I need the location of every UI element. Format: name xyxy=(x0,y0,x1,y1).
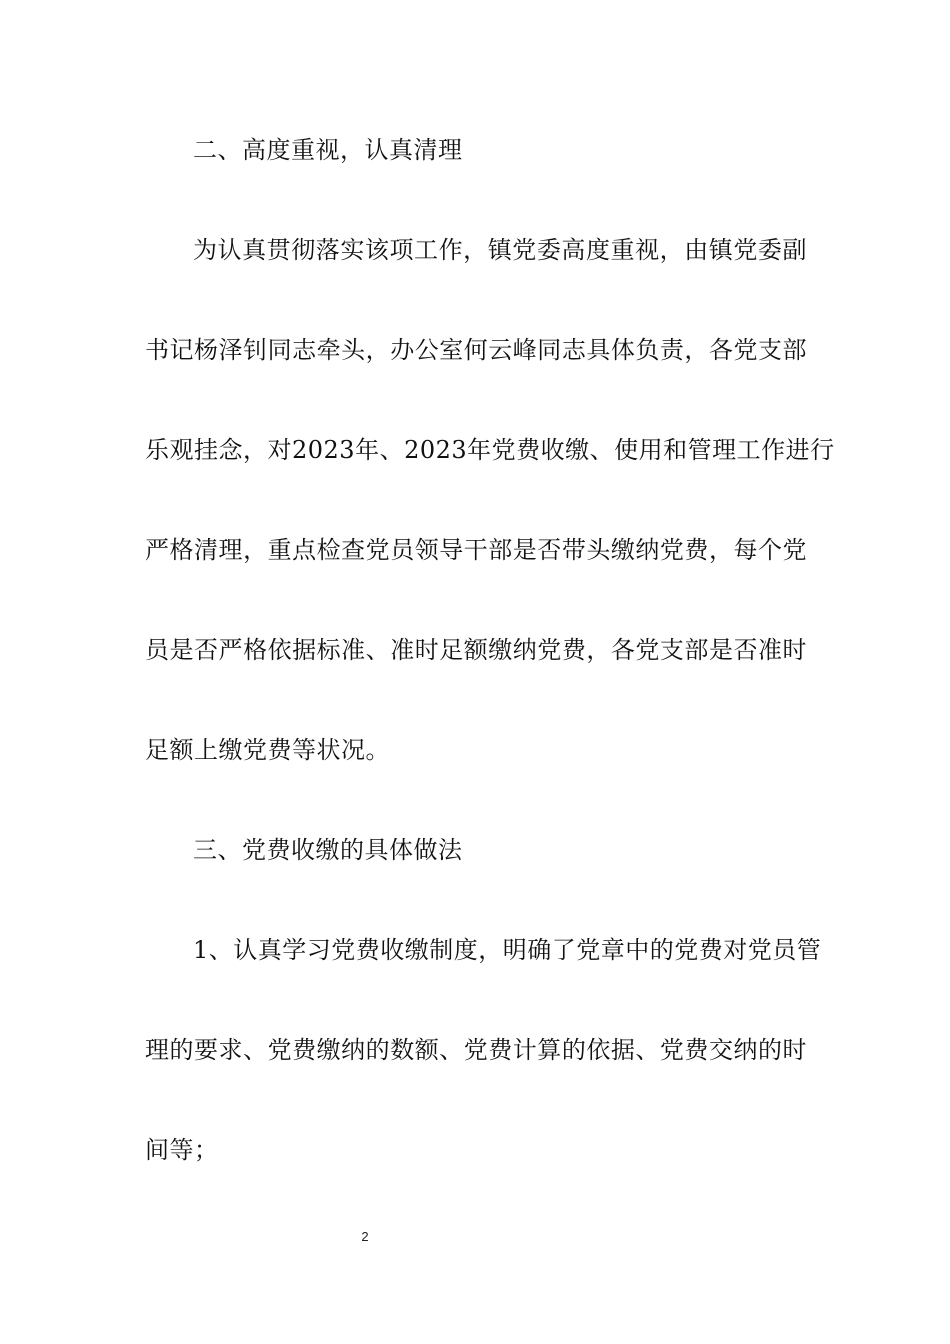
paragraph-line: 乐观挂念，对2023年、2023年党费收缴、使用和管理工作进行 xyxy=(145,436,835,464)
page-number: 2 xyxy=(361,1229,369,1244)
section-heading-3: 三、党费收缴的具体做法 xyxy=(193,836,463,864)
paragraph-line: 为认真贯彻落实该项工作，镇党委高度重视，由镇党委副 xyxy=(193,236,807,264)
paragraph-line: 严格清理，重点检查党员领导干部是否带头缴纳党费，每个党 xyxy=(145,536,807,564)
paragraph-line: 间等； xyxy=(145,1136,219,1164)
paragraph-line: 员是否严格依据标准、准时足额缴纳党费，各党支部是否准时 xyxy=(145,636,807,664)
paragraph-line: 足额上缴党费等状况。 xyxy=(145,736,390,764)
paragraph-line: 1、认真学习党费收缴制度，明确了党章中的党费对党员管 xyxy=(193,936,822,964)
paragraph-line: 理的要求、党费缴纳的数额、党费计算的依据、党费交纳的时 xyxy=(145,1036,807,1064)
paragraph-line: 书记杨泽钊同志牵头，办公室何云峰同志具体负责，各党支部 xyxy=(145,336,807,364)
section-heading-2: 二、高度重视，认真清理 xyxy=(193,136,463,164)
